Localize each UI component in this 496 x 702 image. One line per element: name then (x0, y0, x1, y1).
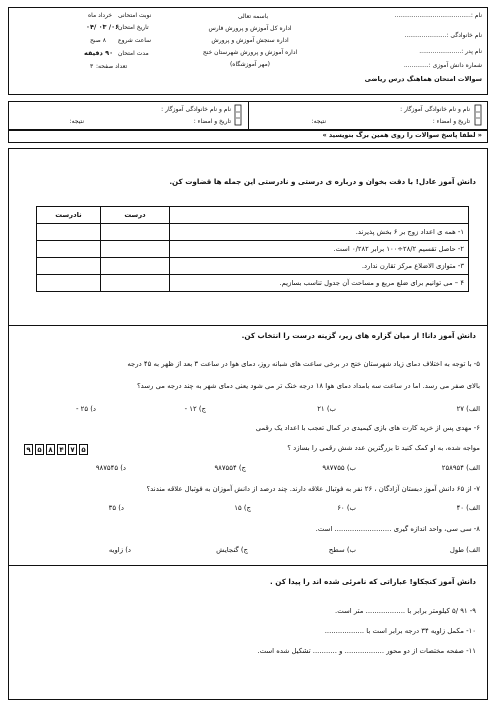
q6-text-line2: مواجه شده، به او کمک کنید تا بزرگترین عدد شش رقمی را بسازد ؟ (287, 444, 480, 452)
teacher-row-divider (248, 101, 249, 130)
answer-false-2[interactable] (37, 241, 101, 258)
q6-option-c[interactable]: ج) ۹۸۷۵۵۴ (214, 464, 246, 472)
q5-option-b[interactable]: ب) ۲۱ (317, 405, 336, 413)
exam-date-label: تاریخ امتحان (118, 24, 149, 31)
teacher-date-left[interactable]: تاریخ و امضاء : (193, 118, 231, 125)
table-row (37, 224, 469, 241)
q11-text[interactable]: ۱۱- صفحه مختصات از دو محور .................. و ........... تشکیل شده است. (257, 647, 476, 655)
table-header-true: درست (101, 207, 170, 224)
q5-option-c[interactable]: ج) ۱۲ - (184, 405, 206, 413)
instruction-text: « لطفا پاسخ سوالات را روی همین برگ بنویسید » (322, 131, 482, 139)
table-header-row (37, 207, 469, 224)
q5-text-line1: ۵- با توجه به اختلاف دمای زیاد شهرستان خنج در برخی ساعت های شبانه روز، دمای هوا در ساعت ۳ بعد از ظهر به ۴۵ درجه (127, 360, 480, 368)
duration-value: ۹۰ دقیقه (84, 49, 114, 57)
answer-false-1[interactable] (37, 224, 101, 241)
statement-4: ۴ – می توانیم برای ضلع مربع و مساحت آن جدول تناسب بسازیم. (170, 275, 469, 292)
pages-value: ۳ (90, 63, 94, 70)
q8-option-a[interactable]: الف) طول (449, 546, 480, 554)
family-name-field[interactable]: نام خانوادگی :...................... (404, 32, 482, 39)
digit-card: ۹ (24, 444, 33, 455)
q7-option-c[interactable]: ج) ۱۵ (234, 504, 251, 512)
section-divider (8, 325, 488, 326)
exam-date-value: ۰۴/ ۰۳ /۰۶ (86, 23, 120, 31)
section2-title: دانش آموز دانا! از میان گزاره های زیر، گزینه درست را انتخاب کن. (241, 331, 476, 340)
start-time-label: ساعت شروع (118, 37, 152, 44)
section-divider (8, 565, 488, 566)
digit-card: ۷ (68, 444, 77, 455)
statement-3: ۳- متوازی الاضلاع مرکز تقارن ندارد. (170, 258, 469, 275)
q6-option-a[interactable]: الف) ۲۵۸۹۵۴ (441, 464, 480, 472)
table-header-statement (170, 207, 469, 224)
answer-true-1[interactable] (101, 224, 170, 241)
digit-card: ۸ (46, 444, 55, 455)
header-line-2: اداره کل آموزش و پرورش فارس (208, 25, 292, 32)
statement-2: ۲- حاصل تقسیم ۲۸/۲÷۱۰۰ برابر ۰/۲۸۲ است. (170, 241, 469, 258)
table-header-false: نادرست (37, 207, 101, 224)
q7-text: ۷- از ۶۵ دانش آموز دبستان آزادگان ، ۲۶ نفر به فوتبال علاقه دارند. چند درصد از دانش آموزان به فوتبال علاقه مندند؟ (146, 485, 480, 493)
q6-text-line1: ۶- مهدی پس از خرید کارت های بازی کیمیدی در کمال تعجب با اعداد یک رقمی (255, 424, 480, 432)
teacher-result-left[interactable]: نتیجه: (69, 118, 84, 125)
student-name-field[interactable]: نام :........................................ (394, 12, 482, 19)
q8-option-c[interactable]: ج) گنجایش (216, 546, 248, 554)
exam-title: سوالات امتحان هماهنگ درس ریاضی (364, 75, 482, 83)
q5-option-a[interactable]: الف) ۲۷ (456, 405, 480, 413)
q5-option-d[interactable]: د) ۲۵ - (75, 405, 96, 413)
q7-option-d[interactable]: د) ۳۵ (108, 504, 124, 512)
teacher-name-right[interactable]: نام و نام خانوادگی آموزگار : (400, 106, 470, 113)
term-value: خرداد ماه (88, 12, 113, 19)
q8-text: ۸- سی سی، واحد اندازه گیری .......................... است. (315, 525, 480, 533)
teacher-result-right[interactable]: نتیجه: (311, 118, 326, 125)
q8-option-b[interactable]: ب) سطح (328, 546, 356, 554)
father-name-field[interactable]: نام پدر :...................... (419, 48, 482, 55)
section1-title: دانش آموز عادل! با دقت بخوان و درباره ی درستی و نادرستی این جمله ها قضاوت کن. (169, 177, 476, 186)
q6-option-d[interactable]: د) ۹۸۷۵۴۵ (95, 464, 126, 472)
teacher-date-right[interactable]: تاریخ و امضاء : (432, 118, 470, 125)
stamp-icon (474, 104, 482, 126)
school-seal-label: (مهر آموزشگاه) (229, 61, 271, 68)
student-number-field[interactable]: شماره دانش آموزی :............. (403, 62, 482, 69)
q7-option-b[interactable]: ب) ۶۰ (337, 504, 356, 512)
q6-digit-cards (22, 437, 88, 456)
table-row (37, 275, 469, 292)
teacher-name-left[interactable]: نام و نام خانوادگی آموزگار : (161, 106, 231, 113)
q10-text[interactable]: ۱۰- مکمل زاویه ۳۴ درجه برابر است با .................. (324, 627, 476, 635)
header-line-3: اداره سنجش آموزش و پرورش (211, 37, 289, 44)
answer-true-3[interactable] (101, 258, 170, 275)
pages-label: تعداد صفحه: (96, 63, 128, 70)
duration-label: مدت امتحان (118, 50, 149, 57)
header-line-4: اداره آموزش و پرورش شهرستان خنج (202, 49, 298, 56)
q7-option-a[interactable]: الف) ۴۰ (456, 504, 480, 512)
q5-text-line2: بالای صفر می رسد. اما در ساعت سه بامداد دمای هوا ۱۸ درجه خنک تر می شود یعنی دمای شهر به چند درجه می رسد؟ (137, 382, 480, 390)
answer-false-4[interactable] (37, 275, 101, 292)
q8-option-d[interactable]: د) زاویه (108, 546, 131, 554)
start-time-value: ۸ صبح (90, 37, 106, 44)
answer-true-2[interactable] (101, 241, 170, 258)
statement-1: ۱- همه ی اعداد زوج بر ۶ بخش پذیرند. (170, 224, 469, 241)
stamp-icon (234, 104, 242, 126)
q9-text[interactable]: ۹- ۹۱ /۵ کیلومتر برابر با .................. متر است. (335, 607, 476, 615)
term-label: نوبت امتحانی (118, 12, 152, 19)
digit-card: ۵ (35, 444, 44, 455)
answer-false-3[interactable] (37, 258, 101, 275)
digit-card: ۵ (79, 444, 88, 455)
table-row (37, 241, 469, 258)
table-row (37, 258, 469, 275)
true-false-table (36, 206, 469, 292)
section3-title: دانش آموز کنجکاو! عباراتی که نامرئی شده اند را پیدا کن . (270, 577, 476, 586)
header-line-1: باسمه تعالی (237, 13, 269, 20)
q6-option-b[interactable]: ب) ۹۸۷۷۵۵ (322, 464, 356, 472)
digit-card: ۴ (57, 444, 66, 455)
answer-true-4[interactable] (101, 275, 170, 292)
